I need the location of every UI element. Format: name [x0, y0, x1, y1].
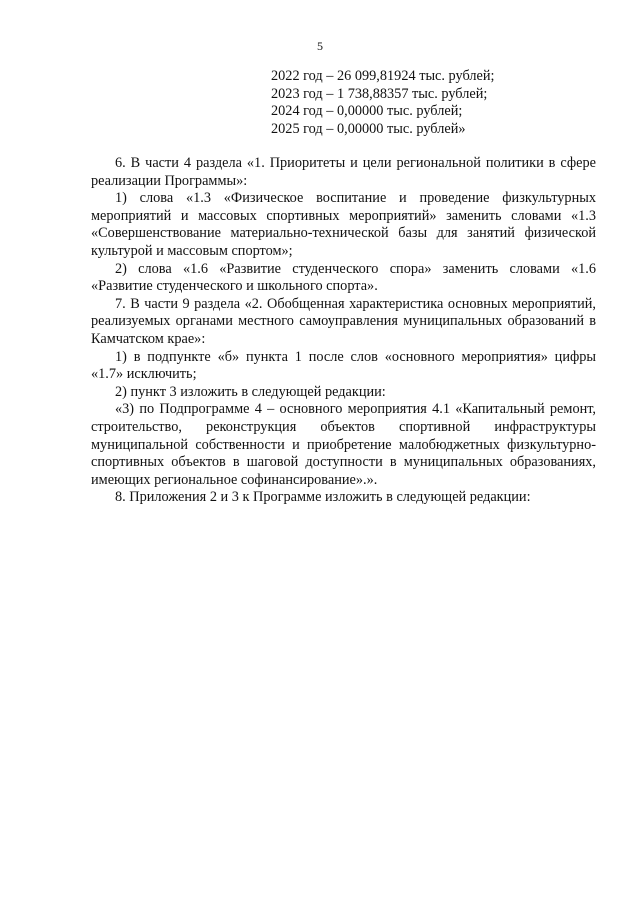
budget-line-2025: 2025 год – 0,00000 тыс. рублей» — [271, 120, 466, 137]
paragraph-item-8: 8. Приложения 2 и 3 к Программе изложить в следующей редакции: — [115, 489, 531, 506]
document-body — [91, 155, 596, 507]
paragraph-quoted-item-3: «3) по Подпрограмме 4 – основного мероприятия 4.1 «Капитальный ремонт, строительство, реконструкция объектов спортивной инфраструктуры муниципальной собственности и приобретение малобюджетных физкультурно-спортивных объектов в шаговой доступности в муниципальных образованиях, имеющих региональное софинансирование».». — [91, 401, 596, 488]
budget-line-2024: 2024 год – 0,00000 тыс. рублей; — [271, 103, 463, 120]
budget-list — [271, 68, 494, 138]
paragraph-item-7: 7. В части 9 раздела «2. Обобщенная характеристика основных мероприятий, реализуемых органами местного самоуправления муниципальных образований в Камчатском крае»: — [91, 295, 596, 347]
paragraph-subitem-6-2: 2) слова «1.6 «Развитие студенческого спора» заменить словами «1.6 «Развитие студенческого и школьного спорта». — [91, 260, 596, 295]
paragraph-item-6: 6. В части 4 раздела «1. Приоритеты и цели региональной политики в сфере реализации Программы»: — [91, 155, 596, 189]
page-number: 5 — [317, 39, 323, 53]
paragraph-subitem-7-2: 2) пункт 3 изложить в следующей редакции: — [115, 383, 386, 400]
budget-line-2022: 2022 год – 26 099,81924 тыс. рублей; — [271, 68, 495, 84]
paragraph-subitem-6-1: 1) слова «1.3 «Физическое воспитание и проведение физкультурных мероприятий и массовых спортивных мероприятий» заменить словами «1.3 «Совершенствование материально-технической базы для занятий физической культурой и массовым спортом»; — [91, 190, 596, 259]
budget-line-2023: 2023 год – 1 738,88357 тыс. рублей; — [271, 85, 488, 102]
paragraph-subitem-7-1: 1) в подпункте «б» пункта 1 после слов «основного мероприятия» цифры «1.7» исключить; — [91, 348, 596, 383]
